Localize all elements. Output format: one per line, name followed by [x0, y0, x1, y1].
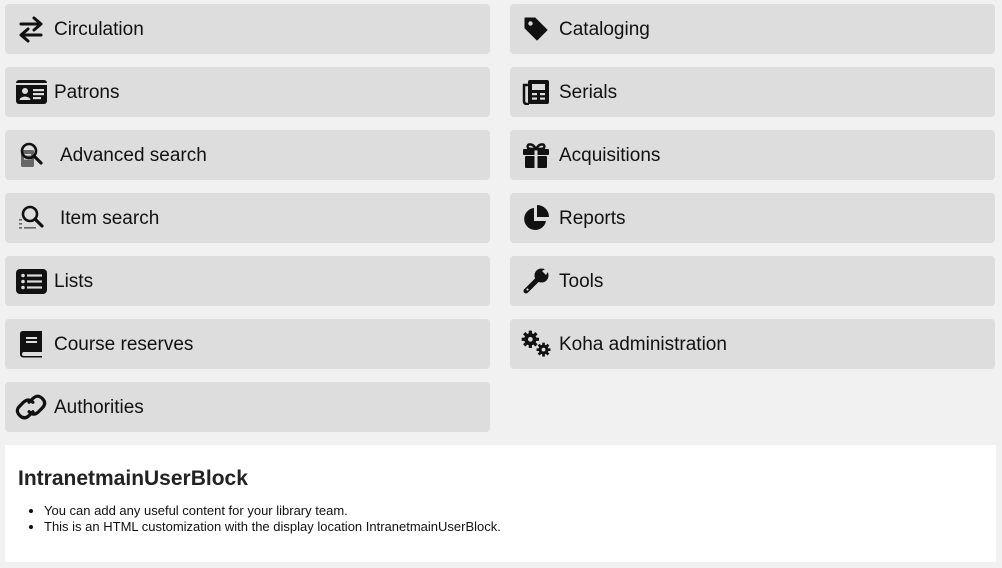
book-icon — [15, 329, 47, 359]
cataloging-module-link[interactable] — [510, 4, 995, 54]
course-reserves-module-link[interactable] — [5, 319, 490, 369]
reports-label: Reports — [559, 208, 626, 229]
user-block-list-item: • This is an HTML customization with the display location IntranetmainUserBlock. — [44, 519, 501, 535]
lists-module-link[interactable] — [5, 256, 490, 306]
circulation-module-link[interactable] — [5, 4, 490, 54]
acquisitions-module-link[interactable] — [510, 130, 995, 180]
authorities-label: Authorities — [54, 397, 144, 418]
koha-administration-label: Koha administration — [559, 334, 727, 355]
tag-icon — [520, 14, 552, 44]
tools-label: Tools — [559, 271, 604, 292]
user-block-list — [18, 503, 501, 535]
wrench-icon — [520, 266, 552, 296]
reports-module-link[interactable] — [510, 193, 995, 243]
acquisitions-label: Acquisitions — [559, 145, 661, 166]
patrons-module-link[interactable] — [5, 67, 490, 117]
arrows-exchange-icon — [15, 14, 47, 44]
gears-icon — [520, 329, 552, 359]
book-search-icon — [15, 140, 47, 170]
course-reserves-label: Course reserves — [54, 334, 194, 355]
id-card-icon — [15, 77, 47, 107]
koha-administration-module-link[interactable] — [510, 319, 995, 369]
serials-label: Serials — [559, 82, 618, 103]
tools-module-link[interactable] — [510, 256, 995, 306]
link-icon — [15, 392, 47, 422]
advanced-search-label: Advanced search — [60, 145, 207, 166]
user-block-list-item: • You can add any useful content for your library team. — [44, 503, 501, 519]
authorities-module-link[interactable] — [5, 382, 490, 432]
circulation-label: Circulation — [54, 19, 144, 40]
user-block-title: IntranetmainUserBlock — [18, 467, 248, 490]
gift-icon — [520, 140, 552, 170]
intranet-main-user-block — [5, 445, 996, 562]
lists-label: Lists — [54, 271, 94, 292]
newspaper-icon — [520, 77, 552, 107]
patrons-label: Patrons — [54, 82, 120, 103]
item-search-module-link[interactable] — [5, 193, 490, 243]
list-search-icon — [15, 203, 47, 233]
list-icon — [15, 266, 47, 296]
cataloging-label: Cataloging — [559, 19, 650, 40]
item-search-label: Item search — [60, 208, 160, 229]
pie-chart-icon — [520, 203, 552, 233]
advanced-search-module-link[interactable] — [5, 130, 490, 180]
serials-module-link[interactable] — [510, 67, 995, 117]
